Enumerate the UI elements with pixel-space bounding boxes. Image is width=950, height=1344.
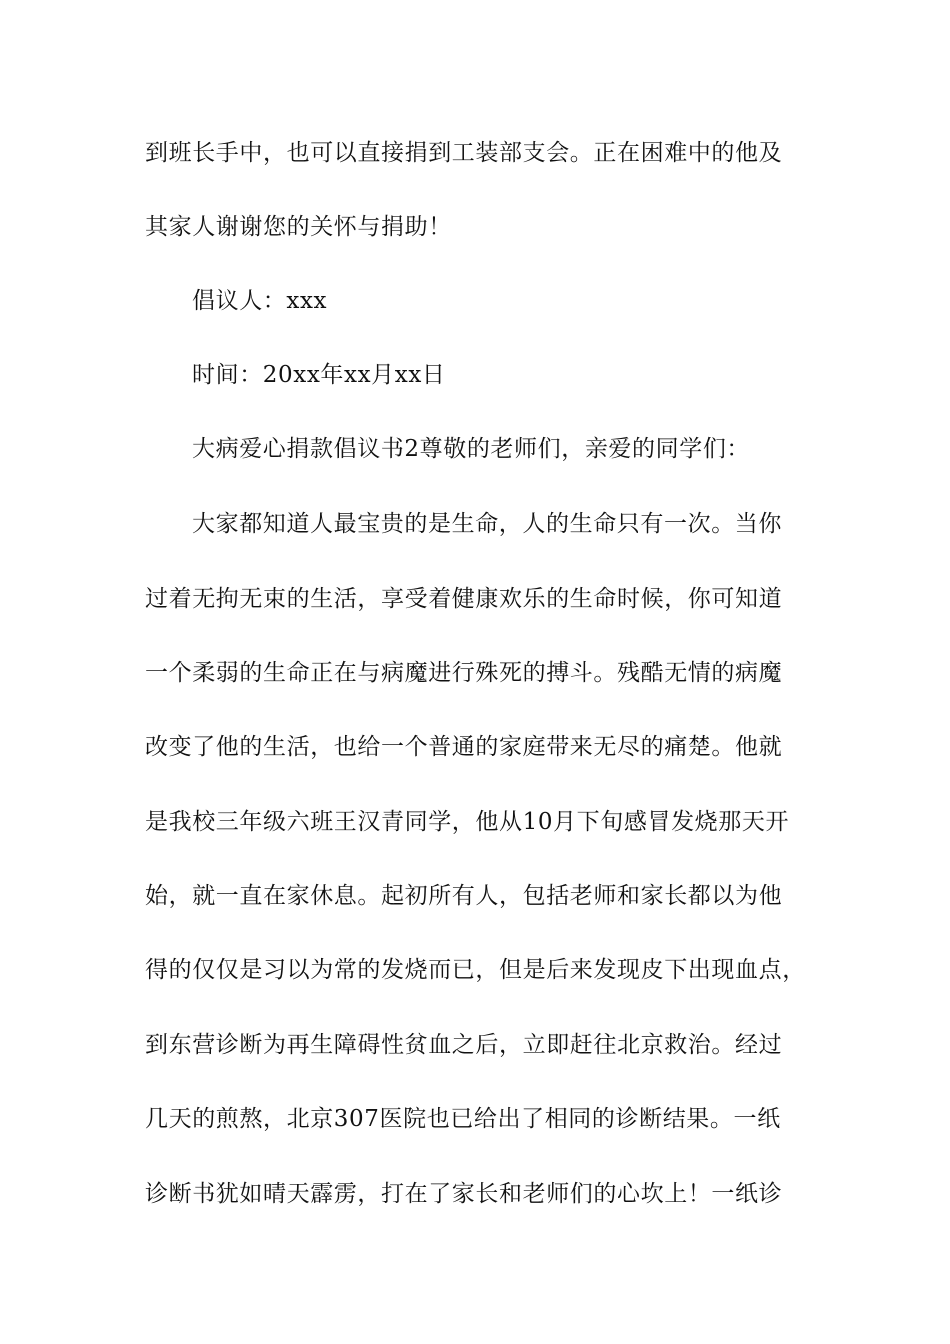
body-text-line: 几天的煎熬，北京307医院也已给出了相同的诊断结果。一纸 xyxy=(145,1106,781,1132)
body-text-line: 得的仅仅是习以为常的发烧而已，但是后来发现皮下出现血点， xyxy=(145,957,806,983)
date-line: 时间：20xx年xx月xx日 xyxy=(192,362,446,388)
body-text-line: 其家人谢谢您的关怀与捐助！ xyxy=(145,214,452,240)
body-text-line: 诊断书犹如晴天霹雳，打在了家长和老师们的心坎上！一纸诊 xyxy=(145,1181,783,1207)
body-text-line: 大家都知道人最宝贵的是生命，人的生命只有一次。当你 xyxy=(192,511,782,537)
body-text-line: 改变了他的生活，也给一个普通的家庭带来无尽的痛楚。他就 xyxy=(145,734,783,760)
body-text-line: 始，就一直在家休息。起初所有人，包括老师和家长都以为他 xyxy=(145,883,783,909)
body-text-line: 过着无拘无束的生活，享受着健康欢乐的生命时候，你可知道 xyxy=(145,586,783,612)
initiator-line: 倡议人：xxx xyxy=(192,288,328,314)
body-text-line: 是我校三年级六班王汉青同学，他从10月下旬感冒发烧那天开 xyxy=(145,809,790,835)
section-heading-line: 大病爱心捐款倡议书2尊敬的老师们，亲爱的同学们： xyxy=(192,436,751,462)
body-text-line: 一个柔弱的生命正在与病魔进行殊死的搏斗。残酷无情的病魔 xyxy=(145,660,783,686)
body-text-line: 到班长手中，也可以直接捐到工装部支会。正在困难中的他及 xyxy=(145,140,783,166)
body-text-line: 到东营诊断为再生障碍性贫血之后，立即赶往北京救治。经过 xyxy=(145,1032,783,1058)
